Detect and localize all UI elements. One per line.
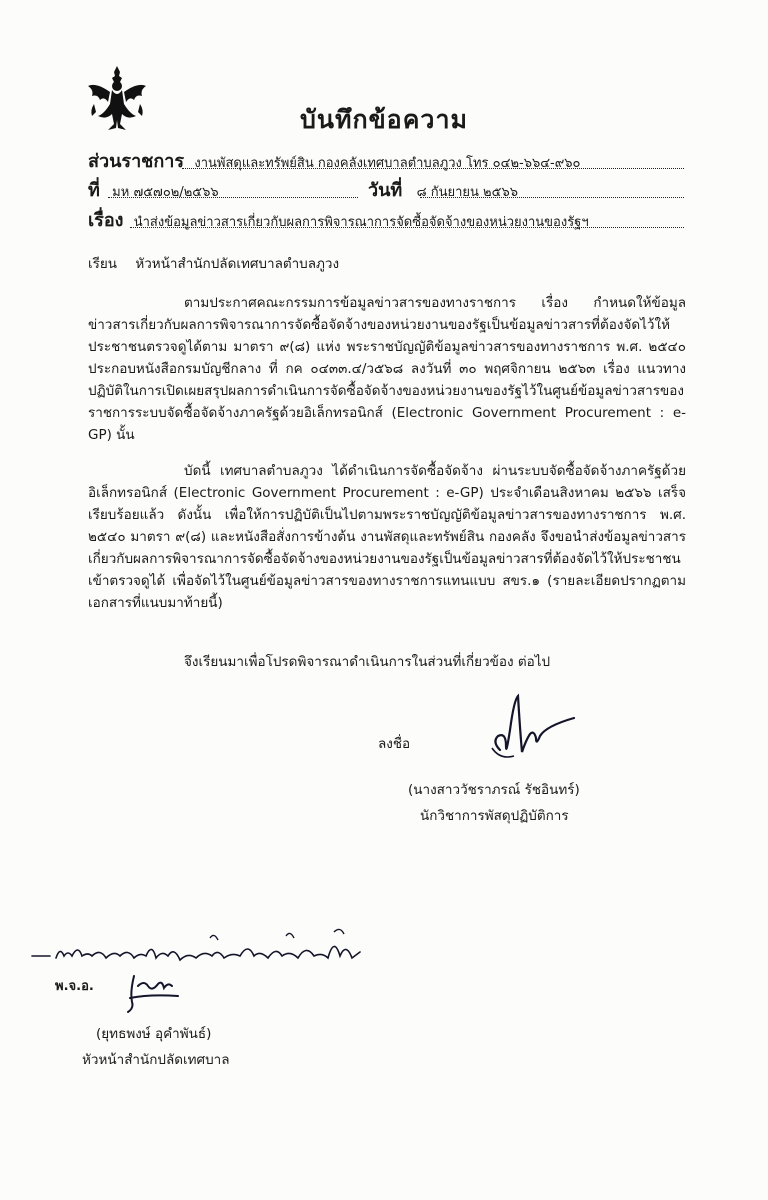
ref-label: ที่ <box>88 180 100 201</box>
agency-row <box>88 146 580 175</box>
subject-label: เรื่อง <box>88 210 124 231</box>
endorsement-initials-label: พ.จ.อ. <box>55 979 94 994</box>
signatory-name: (นางสาววัชราภรณ์ รัชอินทร์) <box>408 782 580 798</box>
salutation-label: เรียน <box>88 256 118 272</box>
agency-dotted-line <box>182 168 684 169</box>
endorsement-signature <box>120 972 200 1016</box>
salutation-value: หัวหน้าสำนักปลัดเทศบาลตำบลภูวง <box>135 256 340 272</box>
handwritten-endorsement-note <box>28 922 368 974</box>
endorsement-position: หัวหน้าสำนักปลัดเทศบาล <box>82 1052 230 1068</box>
memo-title: บันทึกข้อความ <box>300 105 468 134</box>
subject-value: นำส่งข้อมูลข่าวสารเกี่ยวกับผลการพิจารณาการจัดซื้อจัดจ้างของหน่วยงานของรัฐฯ <box>133 215 589 230</box>
date-value: ๘ กันยายน ๒๕๖๖ <box>416 185 518 200</box>
subject-dotted-line <box>130 227 684 228</box>
date-dotted-line <box>420 197 684 198</box>
endorsement-name: (ยุทธพงษ์ อุคำพันธ์) <box>96 1026 212 1042</box>
salutation <box>88 252 339 274</box>
signatory-position: นักวิชาการพัสดุปฏิบัติการ <box>420 808 569 824</box>
ref-value: มห ๗๕๗๐๒/๒๕๖๖ <box>112 185 219 200</box>
body-paragraph-2-block <box>88 460 686 614</box>
date-label: วันที่ <box>368 180 403 201</box>
body-paragraph-1-block <box>88 292 686 446</box>
ref-row <box>88 175 219 204</box>
agency-label: ส่วนราชการ <box>88 151 185 172</box>
closing-text: จึงเรียนมาเพื่อโปรดพิจารณาดำเนินการในส่วนที่เกี่ยวข้อง ต่อไป <box>184 654 551 670</box>
sign-label: ลงชื่อ <box>378 736 411 752</box>
ref-dotted-line <box>108 197 358 198</box>
handwritten-signature <box>470 690 590 770</box>
agency-value: งานพัสดุและทรัพย์สิน กองคลังเทศบาลตำบลภูวง โทร ๐๔๒-๖๖๔-๙๖๐ <box>194 156 581 171</box>
body-paragraph-1: ตามประกาศคณะกรรมการข้อมูลข่าวสารของทางราชการ เรื่อง กำหนดให้ข้อมูลข่าวสารเกี่ยวกับผลการพิจารณาการจัดซื้อจัดจ้างของหน่วยงานของรัฐเป็นข้อมูลข่าวสารที่ต้องจัดไว้ให้ประชาชนตรวจดูได้ตาม มาตรา ๙(๘) แห่ง พระราชบัญญัติข้อมูลข่าวสารของทางราชการ พ.ศ. ๒๕๔๐ ประกอบหนังสือกรมบัญชีกลาง ที่ กค ๐๔๓๓.๔/ว๕๖๘ ลงวันที่ ๓๐ พฤศจิกายน ๒๕๖๓ เรื่อง แนวทางปฏิบัติในการเปิดเผยสรุปผลการดำเนินการจัดซื้อจัดจ้างของหน่วยงานของรัฐไว้ในศูนย์ข้อมูลข่าวสารของราชการระบบจัดซื้อจัดจ้างภาครัฐด้วยอิเล็กทรอนิกส์ (Electronic Government Procurement : e-GP) นั้น <box>88 295 686 443</box>
subject-row <box>88 205 589 234</box>
body-paragraph-2: บัดนี้ เทศบาลตำบลภูวง ได้ดำเนินการจัดซื้อจัดจ้าง ผ่านระบบจัดซื้อจัดจ้างภาครัฐด้วยอิเล็กทรอนิกส์ (Electronic Government Procurement : e-GP) ประจำเดือนสิงหาคม ๒๕๖๖ เสร็จเรียบร้อยแล้ว ดังนั้น เพื่อให้การปฏิบัติเป็นไปตามพระราชบัญญัติข้อมูลข่าวสารของทางราชการ พ.ศ. ๒๕๔๐ มาตรา ๙(๘) และหนังสือสั่งการข้างต้น งานพัสดุและทรัพย์สิน กองคลัง จึงขอนำส่งข้อมูลข่าวสารเกี่ยวกับผลการพิจารณาการจัดซื้อจัดจ้างของหน่วยงานของรัฐเป็นข้อมูลข่าวสารที่ต้องจัดไว้ให้ประชาชนเข้าตรวจดูได้ เพื่อจัดไว้ในศูนย์ข้อมูลข่าวสารของทางราชการแทนแบบ สขร.๑ (รายละเอียดปรากฏตามเอกสารที่แนบมาท้ายนี้) <box>88 463 686 611</box>
date-row <box>368 175 518 204</box>
